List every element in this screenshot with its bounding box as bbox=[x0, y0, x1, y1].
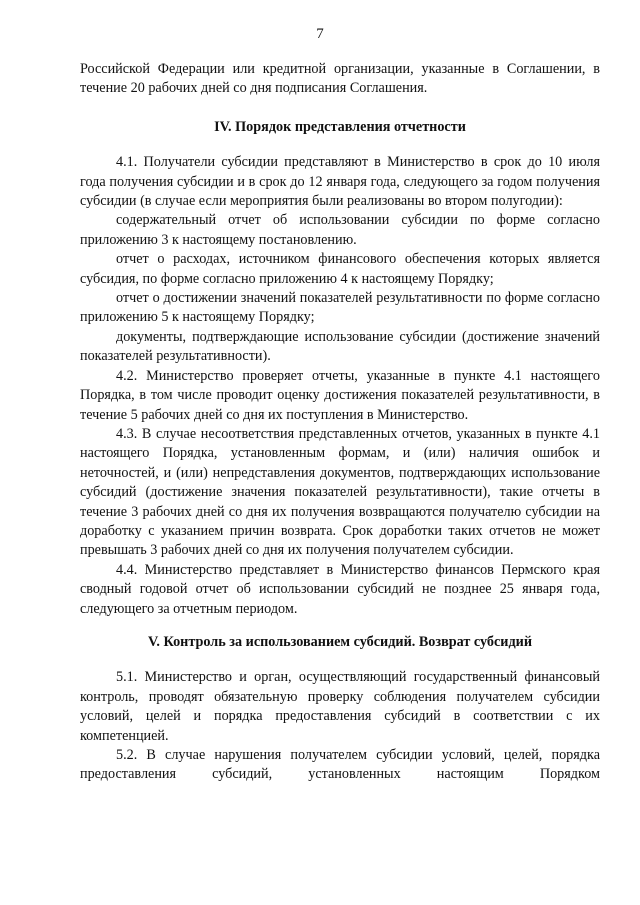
page-number: 7 bbox=[316, 26, 324, 42]
paragraph-report-content: содержательный отчет об использовании субсидии по форме согласно приложению 3 к настоящему постановлению. bbox=[80, 212, 600, 248]
paragraph-4-1: 4.1. Получатели субсидии представляют в Министерство в срок до 10 июля года получения субсидии и в срок до 12 января года, следующего за годом получения субсидии (в случае если мероприятия были реализованы во втором полугодии): bbox=[80, 154, 600, 210]
section-iv-heading: IV. Порядок представления отчетности bbox=[214, 118, 466, 135]
paragraph-report-indicators: отчет о достижении значений показателей результативности по форме согласно приложению 5 к настоящему Порядку; bbox=[80, 290, 600, 326]
paragraph-5-1: 5.1. Министерство и орган, осуществляющий государственный финансовый контроль, проводят обязательную проверку соблюдения получателем субсидии условий, целей и порядка предоставления субсидий в соответствии с их компетенцией. bbox=[80, 669, 600, 744]
paragraph-4-2: 4.2. Министерство проверяет отчеты, указанные в пункте 4.1 настоящего Порядка, в том числе проводит оценку достижения показателей результативности, в течение 5 рабочих дней со дня их поступления в Министерство. bbox=[80, 367, 600, 423]
paragraph-report-expenses: отчет о расходах, источником финансового обеспечения которых является субсидия, по форме согласно приложению 4 к настоящему Порядку; bbox=[80, 251, 600, 287]
paragraph-4-3: 4.3. В случае несоответствия представленных отчетов, указанных в пункте 4.1 настоящего Порядка, установленным формам, и (или) наличия ошибок и неточностей, и (или) непредставления документов, подтверждающих использование субсидий (достижение значения показателей результативности), такие отчеты в течение 3 рабочих дней со дня их получения возвращаются получателю субсидии на доработку с указанием причин возврата. Срок доработки таких отчетов не может превышать 3 рабочих дней со дня их получения получателем субсидии. bbox=[80, 425, 600, 559]
intro-paragraph: Российской Федерации или кредитной организации, указанные в Соглашении, в течение 20 рабочих дней со дня подписания Соглашения. bbox=[80, 61, 600, 97]
document-body bbox=[80, 60, 600, 785]
section-v-heading: V. Контроль за использованием субсидий. Возврат субсидий bbox=[148, 633, 532, 650]
paragraph-4-4: 4.4. Министерство представляет в Министерство финансов Пермского края сводный годовой отчет об использовании субсидий не позднее 25 января года, следующего за отчетным периодом. bbox=[80, 561, 600, 617]
paragraph-5-2: 5.2. В случае нарушения получателем субсидии условий, целей, порядка предоставления субсидий, установленных настоящим Порядком bbox=[80, 747, 600, 783]
paragraph-documents: документы, подтверждающие использование субсидии (достижение значений показателей результативности). bbox=[80, 328, 600, 365]
